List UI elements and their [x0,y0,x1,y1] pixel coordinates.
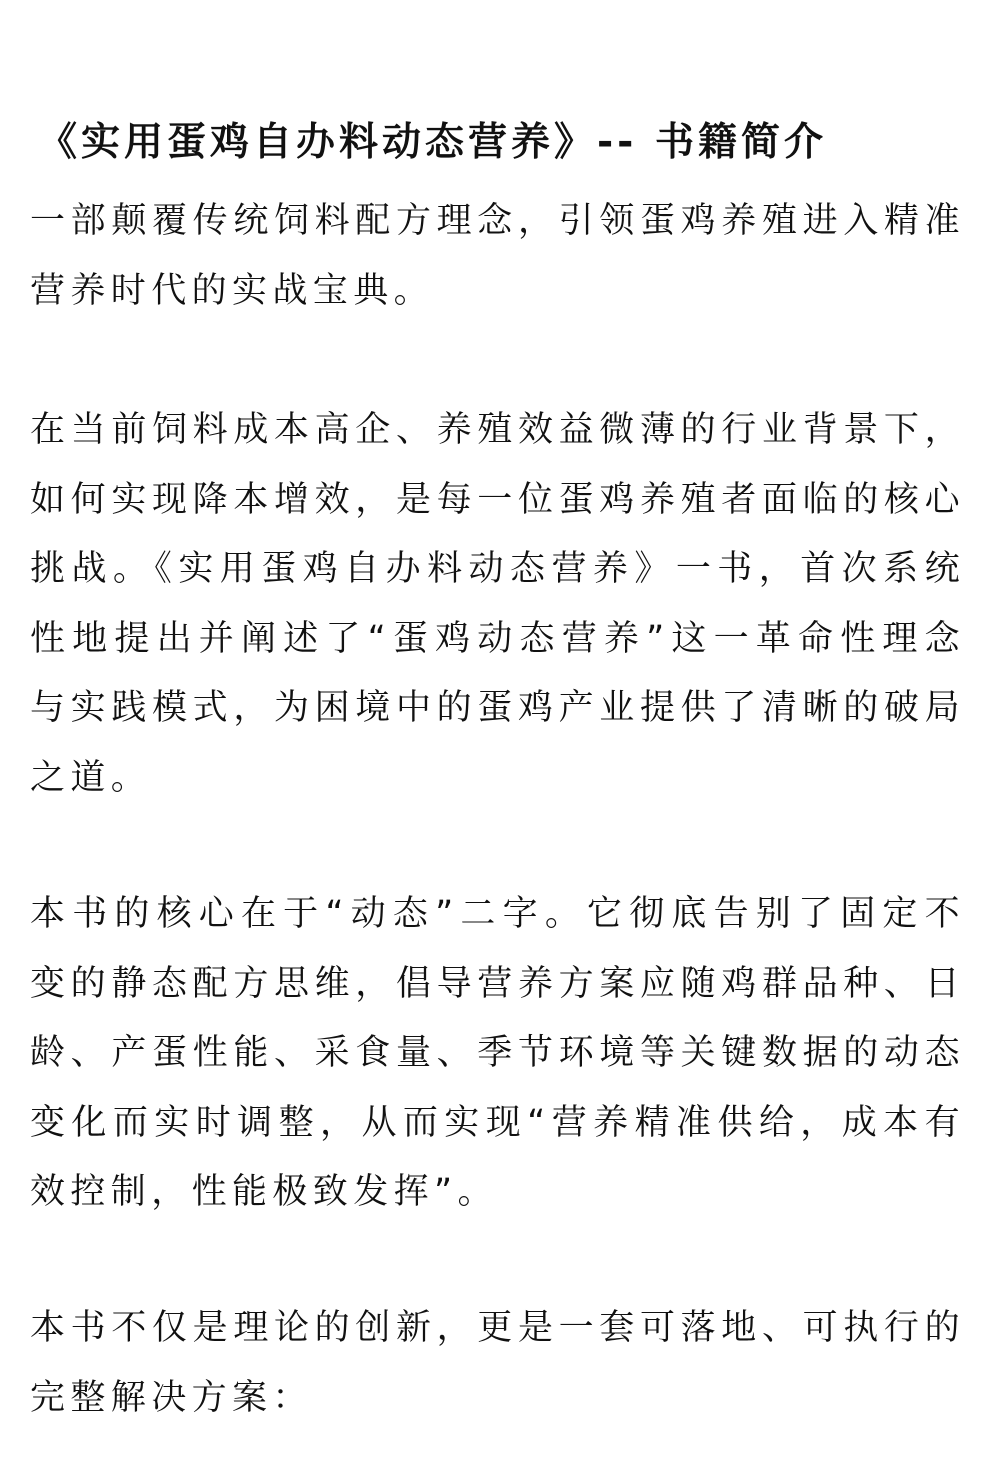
intro-paragraph-2: 在当前饲料成本高企、养殖效益微薄的行业背景下，如何实现降本增效，是每一位蛋鸡养殖者面临的核心挑战。《实用蛋鸡自办料动态营养》一书，首次系统性地提出并阐述了“蛋鸡动态营养”这一革命性理念与实践模式，为困境中的蛋鸡产业提供了清晰的破局之道。 [30,410,965,798]
intro-paragraph-3: 本书的核心在于“动态”二字。它彻底告别了固定不变的静态配方思维，倡导营养方案应随鸡群品种、日龄、产蛋性能、采食量、季节环境等关键数据的动态变化而实时调整，从而实现“营养精准供给，成本有效控制，性能极致发挥”。 [30,894,965,1212]
intro-paragraph-4: 本书不仅是理论的创新，更是一套可落地、可执行的完整解决方案： [30,1308,965,1418]
intro-paragraph-1: 一部颠覆传统饲料配方理念，引领蛋鸡养殖进入精准营养时代的实战宝典。 [30,201,965,311]
book-title: 《实用蛋鸡自办料动态营养》-- 书籍简介 [38,120,827,165]
